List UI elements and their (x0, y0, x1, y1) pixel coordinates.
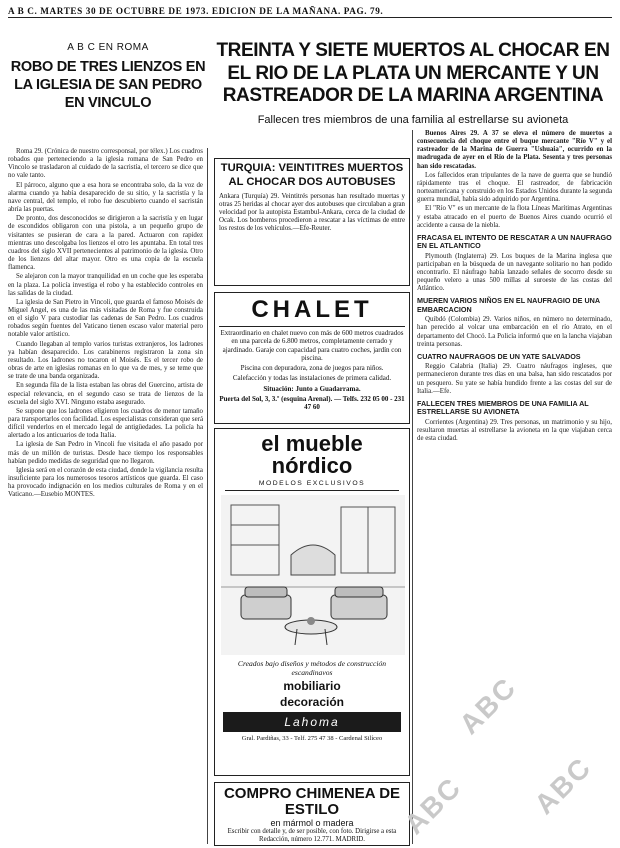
main-subheadline: Fallecen tres miembros de una familia al estrellarse su avioneta (257, 114, 569, 126)
chalet-contact: Puerta del Sol, 3, 3.º (esquina Arenal). — Telfs. 232 05 00 - 231 47 60 (219, 395, 405, 412)
lead-paragraph: Buenos Aires 29. A 37 se eleva el número de muertos a consecuencia del choque entre el buque mercante "Río V" y el rastreador de la Marina de Guerra "Ushuaia", ocurrido en la madrugada de ayer en el Río de la Plata. Sesenta y tres personas han sido rescatadas. (417, 130, 612, 170)
fireplace-title: COMPRO CHIMENEA DE ESTILO (223, 785, 401, 818)
watermark: ABC (398, 771, 468, 841)
chalet-line: Calefacción y todas las instalaciones de primera calidad. (232, 374, 392, 383)
article-paragraph: La iglesia de San Pedro in Vincoli fue visitada el año pasado por más de un millón de turistas. Desde hace tiempo los responsables habían pedido medidas de seguridad que no llegaron. (8, 441, 203, 465)
section-kicker: A B C EN ROMA (67, 42, 149, 53)
article-paragraph: El "Río V" es un mercante de la flota Líneas Marítimas Argentinas y estaba atracado en el puerto de Buenos Aires cuando ocurrió el accidente a causa de la niebla. (417, 205, 612, 229)
furniture-title-2: nórdico (271, 453, 353, 478)
header-rule (8, 17, 612, 18)
turkey-news-box (214, 158, 410, 286)
furniture-tagline: MODELOS EXCLUSIVOS (258, 480, 366, 487)
article-paragraph: La iglesia de San Pietro in Vincoli, que guarda el famoso Moisés de Miguel Angel, es una de las más visitadas de Roma y fue construida en el siglo V para custodiar las cadenas de San Pedro. Los cuadros robados según fuentes del Vaticano tienen escaso valor material pero notable valor artístico. (8, 298, 203, 339)
fireplace-text: Escribir con detalle y, de ser posible, con foto. Dirigirse a esta Redacción, número 12.771. MADRID. (227, 828, 397, 843)
article-paragraph: Se alejaron con la mayor tranquilidad en un coche que les esperaba en la plaza. La policía investiga el robo y ha establecido controles en las salidas de la ciudad. (8, 273, 203, 297)
river-plate-article (412, 130, 612, 844)
living-room-illustration (221, 495, 405, 655)
furniture-brand-2: decoración (279, 695, 345, 709)
fireplace-ad (214, 782, 410, 846)
chalet-line: Piscina con depuradora, zona de juegos para niños. (240, 364, 384, 373)
article-paragraph: Iglesia será en el corazón de esta ciudad, donde la vigilancia resulta insuficiente para los numerosos tesoros artísticos que guarda. El caso ha provocado indignación en los medios culturales de Roma y en el Vaticano.—Eusebio MONTES. (8, 466, 203, 499)
article-paragraph: Roma 29. (Crónica de nuestro corresponsal, por télex.) Los cuadros robados que perteneciendo a la iglesia romana de San Pedro en Vincolo se trasladaron al cuidado de la sacristía, el tercero se dice que no vale tanto. (8, 148, 203, 180)
turkey-headline: TURQUIA: VEINTITRES MUERTOS AL CHOCAR DOS AUTOBUSES (220, 162, 404, 188)
furniture-ad (214, 428, 410, 776)
furniture-title-1: el mueble (261, 431, 363, 456)
furniture-brand-1: mobiliario (283, 679, 341, 693)
article-paragraph: Cuando llegaban al templo varios turistas extranjeros, los ladrones ya habían desaparecido. Los carabineros registraron la zona sin resultado. Los ladrones no tocaron el Moisés. Es el tercer robo de obras de arte en iglesias romanas en lo que va de mes, y se teme que se trate de una banda organizada. (8, 340, 203, 381)
watermark: ABC (528, 751, 598, 821)
plane-headline: FALLECEN TRES MIEMBROS DE UNA FAMILIA AL ESTRELLARSE SU AVIONETA (417, 398, 589, 417)
rescue-body: Plymouth (Inglaterra) 29. Los buques de la Marina inglesa que participaban en la búsqueda de un navegante solitario no han podido encontrarlo. El náufrago había lanzado señales de socorro desde su pequeño velero a unas 500 millas al suroeste de las costas del Atlántico. (417, 252, 612, 293)
yacht-body: Reggio Calabria (Italia) 29. Cuatro náufragos ingleses, que permanecieron durante tres días en una balsa, han sido rescatados por un pesquero. Su yate se había hundido frente a las costas del sur de Italia.—Efe. (417, 363, 612, 395)
article-paragraph: Los fallecidos eran tripulantes de la nave de guerra que se hundió rápidamente tras el choque. El rastreador, de fabricación norteamericana y construido en los Estados Unidos durante la segunda guerra mundial, había sido adquirido por Argentina. (417, 171, 612, 204)
rome-headline: ROBO DE TRES LIENZOS EN LA IGLESIA DE SAN PEDRO EN VINCULO (10, 59, 206, 111)
yacht-headline: CUATRO NAUFRAGOS DE UN YATE SALVADOS (417, 351, 581, 361)
fireplace-sub: en mármol o madera (270, 818, 354, 828)
divider (225, 490, 399, 491)
rescue-headline: FRACASA EL INTENTO DE RESCATAR A UN NAUFRAGO EN EL ATLANTICO (417, 232, 612, 251)
rome-article (8, 148, 208, 844)
furniture-caption: Creados bajo diseños y métodos de construcción escandinavos (237, 659, 387, 677)
watermark: ABC (453, 671, 523, 741)
chalet-ad (214, 292, 410, 424)
article-paragraph: Se supone que los ladrones eligieron los cuadros de menor tamaño para transportarlos con facilidad. Los especialistas consideran que será difícil venderlos en el mercado legal de antigüedades. La policía ha alertado a los anticuarios de toda Italia. (8, 407, 203, 440)
article-paragraph: De pronto, dos desconocidos se dirigieron a la sacristía y en lugar de escondidos obligaron con una pistola, a un pequeño grupo de visitantes se pusieran de cara a la pared. Actuaron con rapidez mientras uno descolgaba los lienzos el otro les apuntaba. En total tres cuadros del siglo XVII pertenecientes al patrimonio de la iglesia. Otro de los lienzos del altar mayor. Otro es una copia de la escuela flamenca. (8, 215, 203, 272)
chalet-line: Extraordinario en chalet nuevo con más de 600 metros cuadrados en una parcela de 6.800 metros, completamente cerrado y ajardinado. Garaje con capacidad para cuatro coches, jardín con piscina. (220, 329, 404, 362)
chalet-title: CHALET (219, 296, 405, 327)
store-logo: Lahoma (223, 712, 401, 732)
article-paragraph: El párroco, alguno que a esa hora se encontraba solo, da la voz de alarma cuando ya había desaparecido de su sitio, y la sacristía y la nave central, del templo, el robo fue descubierto cuando el sacristán abría las puertas. (8, 181, 203, 214)
furniture-photo (221, 495, 403, 655)
main-headline: TREINTA Y SIETE MUERTOS AL CHOCAR EN EL RIO DE LA PLATA UN MERCANTE Y UN RASTREADOR DE LA MARINA ARGENTINA (216, 40, 610, 106)
children-body: Quibdó (Colombia) 29. Varios niños, en número no determinado, han perecido al volcar una embarcación en el río Atrato, en el departamento del Chocó. La Policía informó que en la lancha viajaban treinta personas. (417, 316, 612, 348)
store-address: Gral. Pardiñas, 33 - Telf. 275 47 38 - Cardenal Silíceo (241, 735, 383, 742)
page-header: A B C. MARTES 30 DE OCTUBRE DE 1973. EDICION DE LA MAÑANA. PAG. 79. (8, 6, 384, 16)
article-paragraph: En segunda fila de la lista estaban las obras del Guercino, artista de especial relevancia, en el segundo caso se trata de lienzos de la escuela del siglo XVI. Ninguno estaba asegurado. (8, 382, 203, 406)
plane-body: Corrientes (Argentina) 29. Tres personas, un matrimonio y su hijo, resultaron muertas al estrellarse la avioneta en la que viajaban cerca de esta ciudad. (417, 418, 612, 443)
turkey-body: Ankara (Turquía) 29. Veintitrés personas han resultado muertas y otras 25 heridas al chocar ayer dos autobuses que circulaban a gran velocidad por la autopista Estambul-Ankara, cerca de la ciudad de Ocak. Los bomberos procedieron a rescatar a las víctimas de entre los restos de los vehículos.—Efe-Reuter. (219, 193, 405, 233)
children-headline: MUEREN VARIOS NIÑOS EN EL NAUFRAGIO DE UNA EMBARCACION (417, 296, 600, 314)
chalet-line: Situación: Junto a Guadarrama. (263, 384, 361, 393)
